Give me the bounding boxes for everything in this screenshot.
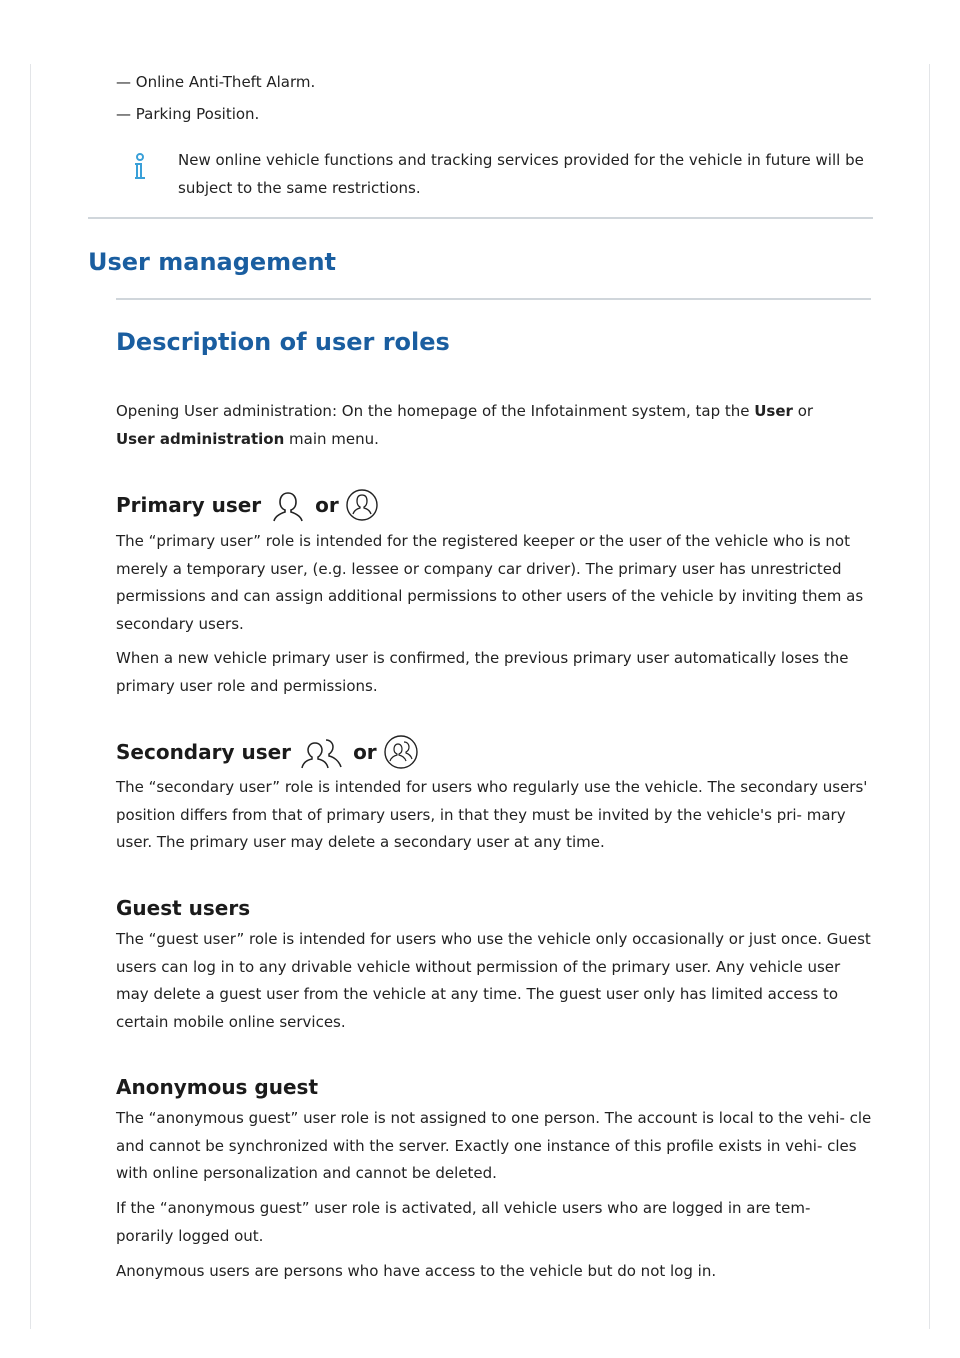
heading-text: Secondary user [116, 740, 292, 764]
anon-paragraph-1: The “anonymous guest” user role is not assigned to one person. The account is local to the vehi- cle and cannot be synchronized with the server. Exactly one instance of this profile exists in vehi- cles with online personalization and cannot be deleted. [116, 1109, 872, 1182]
intro-text: or [792, 402, 814, 420]
section-title: User management [88, 248, 337, 276]
note-text: New online vehicle functions and tracking services provided for the vehicle in future will be subject to the same restrictions. [178, 151, 864, 197]
secondary-user-heading [116, 734, 419, 770]
heading-or: or [315, 493, 339, 517]
divider [88, 217, 873, 219]
intro-text: main menu. [284, 429, 379, 448]
menu-user-administration: User administration [116, 429, 285, 448]
list-item: — Parking Position. [116, 105, 260, 123]
two-persons-outline-icon [297, 735, 347, 769]
intro-text: Opening User administration: On the homepage of the Infotainment system, tap the [116, 402, 755, 420]
page-margin-left [30, 64, 31, 1329]
heading-text: Primary user [116, 493, 262, 517]
primary-paragraph-2: When a new vehicle primary user is confirmed, the previous primary user automatically loses the primary user role and permissions. [116, 649, 849, 695]
anonymous-guest-heading: Anonymous guest [116, 1075, 319, 1099]
person-circle-icon [345, 488, 379, 522]
list-item: — Online Anti-Theft Alarm. [116, 73, 316, 91]
guest-users-heading: Guest users [116, 896, 251, 920]
intro-paragraph [116, 398, 872, 453]
menu-user: User [754, 402, 793, 420]
person-outline-icon [267, 488, 309, 522]
divider [116, 298, 871, 300]
subsection-title: Description of user roles [116, 328, 450, 356]
anon-paragraph-2: If the “anonymous guest” user role is activated, all vehicle users who are logged in are tem- porarily logged out. [116, 1199, 811, 1245]
page-margin-right [929, 64, 930, 1329]
guest-paragraph-1: The “guest user” role is intended for users who use the vehicle only occasionally or just once. Guest users can log in to any drivable vehicle without permission of the primary user. Any vehicle user may delete a guest user from the vehicle at any time. The guest user only has limited access to certain mobile online services. [116, 930, 871, 1031]
primary-user-heading [116, 488, 379, 522]
secondary-paragraph-1: The “secondary user” role is intended for users who regularly use the vehicle. The secondary users' position differs from that of primary users, in that they must be invited by the vehicle's pri- mary user. The primary user may delete a secondary user at any time. [116, 778, 868, 851]
heading-or: or [353, 740, 377, 764]
anon-paragraph-3: Anonymous users are persons who have access to the vehicle but do not log in. [116, 1262, 717, 1280]
two-persons-circle-icon [383, 734, 419, 770]
primary-paragraph-1: The “primary user” role is intended for the registered keeper or the user of the vehicle who is not merely a temporary user, (e.g. lessee or company car driver). The primary user has unrestricted permissions and can assign additional permissions to other users of the vehicle by inviting them as secondary users. [116, 532, 864, 633]
info-icon [132, 152, 148, 182]
